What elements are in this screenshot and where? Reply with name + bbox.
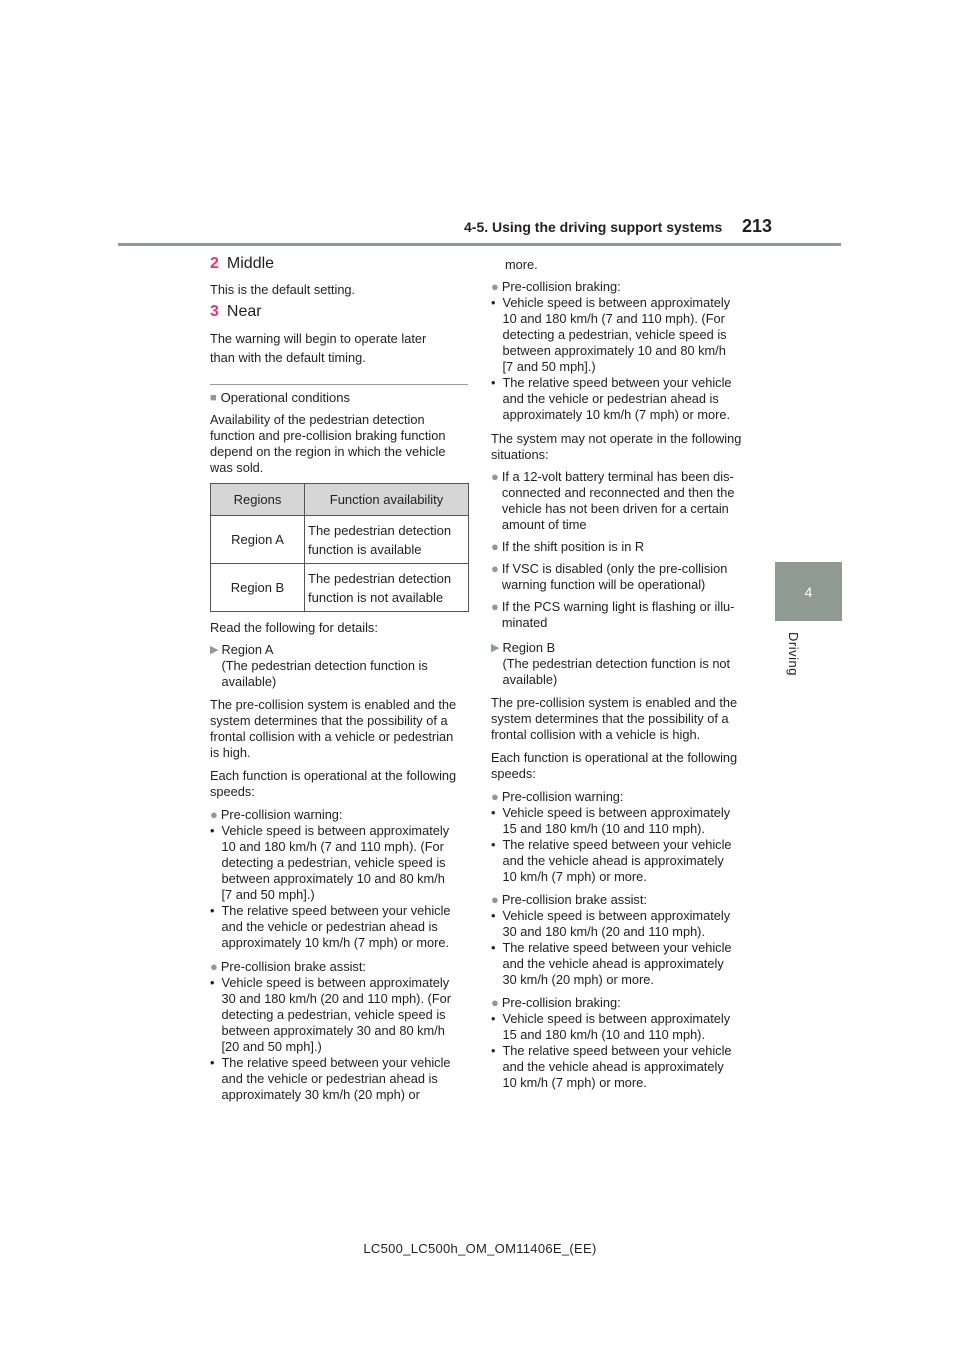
step-3-heading <box>210 303 262 321</box>
text-line: Vehicle speed is between approximately <box>502 908 731 923</box>
region-a-item <box>210 642 428 690</box>
circle-bullet-icon: ● <box>491 892 499 907</box>
list-item <box>210 807 472 823</box>
header-regions: Regions <box>211 484 305 516</box>
text-line: was sold. <box>210 460 264 475</box>
text-line: 30 and 180 km/h (20 and 110 mph). (For <box>221 991 452 1006</box>
paragraph <box>491 431 741 463</box>
text-line: and the vehicle or pedestrian ahead is <box>221 919 438 934</box>
triangle-arrow-icon: ▶ <box>491 642 500 654</box>
text-line: The system may not operate in the following <box>491 431 742 446</box>
text-line: minated <box>501 615 548 630</box>
circle-bullet-icon: ● <box>210 807 218 822</box>
list-item <box>491 279 753 295</box>
list-item <box>491 995 753 1011</box>
read-following: Read the following for details: <box>210 620 378 635</box>
text-line: (The pedestrian detection function is <box>221 658 428 673</box>
circle-bullet-icon: ● <box>491 599 499 614</box>
left-brake-assist-block <box>210 959 472 1103</box>
text-line: 10 km/h (7 mph) or more. <box>502 869 647 884</box>
text-line: Vehicle speed is between approximately <box>502 1011 731 1026</box>
chapter-label: Driving <box>786 632 801 676</box>
paragraph <box>210 697 456 761</box>
table-header-row <box>211 484 469 516</box>
text-line: 10 and 180 km/h (7 and 110 mph). (For <box>221 839 444 854</box>
text-line: frontal collision with a vehicle is high. <box>491 727 701 742</box>
sub-bullet: • The relative speed between your vehicle and the vehicle or pedestrian ahead is approximately 10 km/h (7 mph) or more. <box>491 375 732 422</box>
text-line: If the PCS warning light is flashing or illu- <box>501 599 735 614</box>
section-heading <box>210 390 350 405</box>
text-line: and the vehicle ahead is approximately <box>502 853 724 868</box>
region-cell: Region A <box>211 516 305 564</box>
text-line: The relative speed between your vehicle <box>221 903 451 918</box>
sub-bullet: • Vehicle speed is between approximately 15 and 180 km/h (10 and 110 mph). <box>491 805 731 836</box>
text-line: 10 km/h (7 mph) or more. <box>502 1075 647 1090</box>
region-cell: Region B <box>211 564 305 612</box>
text-line: If a 12-volt battery terminal has been dis- <box>501 469 734 484</box>
text-line: system determines that the possibility of a <box>491 711 729 726</box>
text-line: is high. <box>210 745 251 760</box>
text-line: 15 and 180 km/h (10 and 110 mph). <box>502 821 705 836</box>
sub-bullet: • Vehicle speed is between approximately 30 and 180 km/h (20 and 110 mph). (For detecting a pedestrian, vehicle speed is between approximately 30 and 80 km/h [20 and 50 mph].) <box>210 975 452 1054</box>
list-item <box>491 892 753 908</box>
text-line: between approximately 10 and 80 km/h <box>221 871 445 886</box>
text-line: The relative speed between your vehicle <box>502 1043 732 1058</box>
text-line: [20 and 50 mph].) <box>221 1039 322 1054</box>
step-number: 2 <box>210 255 219 272</box>
text-line: approximately 10 km/h (7 mph) or more. <box>221 935 450 950</box>
sub-bullet: • Vehicle speed is between approximately 10 and 180 km/h (7 and 110 mph). (For detecting a pedestrian, vehicle speed is between approximately 10 and 80 km/h [7 and 50 mph].) <box>491 295 731 374</box>
right-brake-assist-block <box>491 892 753 988</box>
text-line: function is not available <box>308 589 444 605</box>
sub-bullet: • The relative speed between your vehicle and the vehicle ahead is approximately 10 km/h (7 mph) or more. <box>491 1043 732 1090</box>
text-line: and the vehicle or pedestrian ahead is <box>221 1071 438 1086</box>
paragraph <box>491 750 737 782</box>
text-line: connected and reconnected and then the <box>501 485 735 500</box>
text-line: 10 and 180 km/h (7 and 110 mph). (For <box>502 311 725 326</box>
right-warning-block <box>491 789 753 885</box>
circle-bullet-icon: ● <box>491 539 499 554</box>
paragraph <box>491 695 737 743</box>
circle-bullet-icon: ● <box>491 561 499 576</box>
text-line: system determines that the possibility of a <box>210 713 448 728</box>
sub-bullet: • Vehicle speed is between approximately 30 and 180 km/h (20 and 110 mph). <box>491 908 731 939</box>
chapter-number: 4 <box>804 583 813 600</box>
text-line: Vehicle speed is between approximately <box>221 975 450 990</box>
document-code: LC500_LC500h_OM_OM11406E_(EE) <box>363 1241 597 1256</box>
text-line: The pre-collision system is enabled and the <box>491 695 738 710</box>
item-title: Pre-collision warning: <box>220 807 343 822</box>
continued-text: more. <box>505 257 538 272</box>
text-line: detecting a pedestrian, vehicle speed is <box>221 1007 446 1022</box>
circle-bullet-icon: ● <box>491 995 499 1010</box>
text-line: The warning will begin to operate later <box>210 331 427 346</box>
item-title: Pre-collision brake assist: <box>501 892 647 907</box>
sub-bullet: • The relative speed between your vehicle and the vehicle ahead is approximately 10 km/h (7 mph) or more. <box>491 837 732 884</box>
text-line: function and pre-collision braking function <box>210 428 446 443</box>
text-line: Vehicle speed is between approximately <box>221 823 450 838</box>
text-line: [7 and 50 mph].) <box>502 359 596 374</box>
text-line: approximately 30 km/h (20 mph) or <box>221 1087 420 1102</box>
text-line: available) <box>502 672 558 687</box>
sub-bullet: • The relative speed between your vehicle and the vehicle or pedestrian ahead is approximately 10 km/h (7 mph) or more. <box>210 903 451 950</box>
text-line: between approximately 10 and 80 km/h <box>502 343 726 358</box>
sub-bullet: • Vehicle speed is between approximately 10 and 180 km/h (7 and 110 mph). (For detecting a pedestrian, vehicle speed is between approximately 10 and 80 km/h [7 and 50 mph].) <box>210 823 450 902</box>
sub-bullet: • The relative speed between your vehicle and the vehicle or pedestrian ahead is approximately 30 km/h (20 mph) or <box>210 1055 451 1102</box>
triangle-arrow-icon: ▶ <box>210 644 219 656</box>
text-line: approximately 10 km/h (7 mph) or more. <box>502 407 731 422</box>
text-line: [7 and 50 mph].) <box>221 887 315 902</box>
situation-list <box>491 469 753 637</box>
right-braking-block <box>491 279 753 423</box>
intro-paragraph <box>210 412 446 476</box>
section-title: 4-5. Using the driving support systems <box>464 219 723 235</box>
section-rule <box>210 384 468 385</box>
text-line: The pedestrian detection <box>308 522 452 538</box>
circle-bullet-icon: ● <box>491 279 499 294</box>
step-label: Middle <box>226 255 275 272</box>
header-rule <box>118 243 841 246</box>
text-line: detecting a pedestrian, vehicle speed is <box>221 855 446 870</box>
text-line: amount of time <box>501 517 587 532</box>
text-line: and the vehicle or pedestrian ahead is <box>502 391 719 406</box>
sub-bullet: • The relative speed between your vehicle and the vehicle ahead is approximately 30 km/h (20 mph) or more. <box>491 940 732 987</box>
text-line: 30 and 180 km/h (20 and 110 mph). <box>502 924 705 939</box>
text-line: Each function is operational at the following <box>491 750 738 765</box>
text-line: vehicle has not been driven for a certain <box>501 501 729 516</box>
text-line: The relative speed between your vehicle <box>502 940 732 955</box>
text-line: situations: <box>491 447 549 462</box>
text-line: Availability of the pedestrian detection <box>210 412 425 427</box>
function-cell <box>305 516 469 564</box>
list-item <box>491 599 753 631</box>
list-item <box>491 539 753 555</box>
text-line: The pedestrian detection <box>308 570 452 586</box>
text-line: warning function will be operational) <box>501 577 706 592</box>
text-line: than with the default timing. <box>210 350 366 365</box>
text-line: and the vehicle ahead is approximately <box>502 956 724 971</box>
step-3-desc <box>210 329 426 367</box>
text-line: function is available <box>308 541 422 557</box>
circle-bullet-icon: ● <box>491 469 499 484</box>
left-warning-block <box>210 807 472 951</box>
right-braking2-block <box>491 995 753 1091</box>
region-b-item <box>491 640 730 688</box>
list-item <box>491 789 753 805</box>
text-line: The relative speed between your vehicle <box>221 1055 451 1070</box>
availability-table <box>210 483 469 612</box>
list-item <box>210 959 472 975</box>
circle-bullet-icon: ● <box>210 959 218 974</box>
text-line: Vehicle speed is between approximately <box>502 805 731 820</box>
text-line: 15 and 180 km/h (10 and 110 mph). <box>502 1027 705 1042</box>
text-line: Vehicle speed is between approximately <box>502 295 731 310</box>
list-item <box>491 469 753 533</box>
item-title: Pre-collision brake assist: <box>220 959 366 974</box>
list-item <box>491 561 753 593</box>
chapter-tab <box>775 562 842 621</box>
step-label: Near <box>226 303 262 320</box>
sub-bullet: • Vehicle speed is between approximately 15 and 180 km/h (10 and 110 mph). <box>491 1011 731 1042</box>
text-line: depend on the region in which the vehicle <box>210 444 446 459</box>
page-number: 213 <box>742 216 773 236</box>
text-line: speeds: <box>210 784 255 799</box>
item-title: Pre-collision braking: <box>501 995 621 1010</box>
text-line: and the vehicle ahead is approximately <box>502 1059 724 1074</box>
function-cell <box>305 564 469 612</box>
text-line: If VSC is disabled (only the pre-collision <box>501 561 728 576</box>
header-function: Function availability <box>305 484 469 516</box>
text-line: (The pedestrian detection function is not <box>502 656 731 671</box>
region-a-title: Region A <box>221 642 274 657</box>
text-line: detecting a pedestrian, vehicle speed is <box>502 327 727 342</box>
text-line: 30 km/h (20 mph) or more. <box>502 972 654 987</box>
section-heading-text: Operational conditions <box>220 390 351 405</box>
step-2-heading <box>210 255 274 273</box>
table-row <box>211 516 469 564</box>
text-line: The relative speed between your vehicle <box>502 375 732 390</box>
paragraph <box>210 768 456 800</box>
text-line: available) <box>221 674 277 689</box>
text-line: between approximately 30 and 80 km/h <box>221 1023 445 1038</box>
text-line: Each function is operational at the following <box>210 768 457 783</box>
region-b-title: Region B <box>502 640 556 655</box>
circle-bullet-icon: ● <box>491 789 499 804</box>
item-title: Pre-collision warning: <box>501 789 624 804</box>
step-2-desc: This is the default setting. <box>210 282 356 297</box>
text-line: If the shift position is in R <box>501 539 645 554</box>
item-title: Pre-collision braking: <box>501 279 621 294</box>
text-line: speeds: <box>491 766 536 781</box>
text-line: The pre-collision system is enabled and the <box>210 697 457 712</box>
text-line: frontal collision with a vehicle or pedestrian <box>210 729 454 744</box>
table-row <box>211 564 469 612</box>
square-bullet-icon: ■ <box>210 391 217 404</box>
text-line: The relative speed between your vehicle <box>502 837 732 852</box>
step-number: 3 <box>210 303 219 320</box>
